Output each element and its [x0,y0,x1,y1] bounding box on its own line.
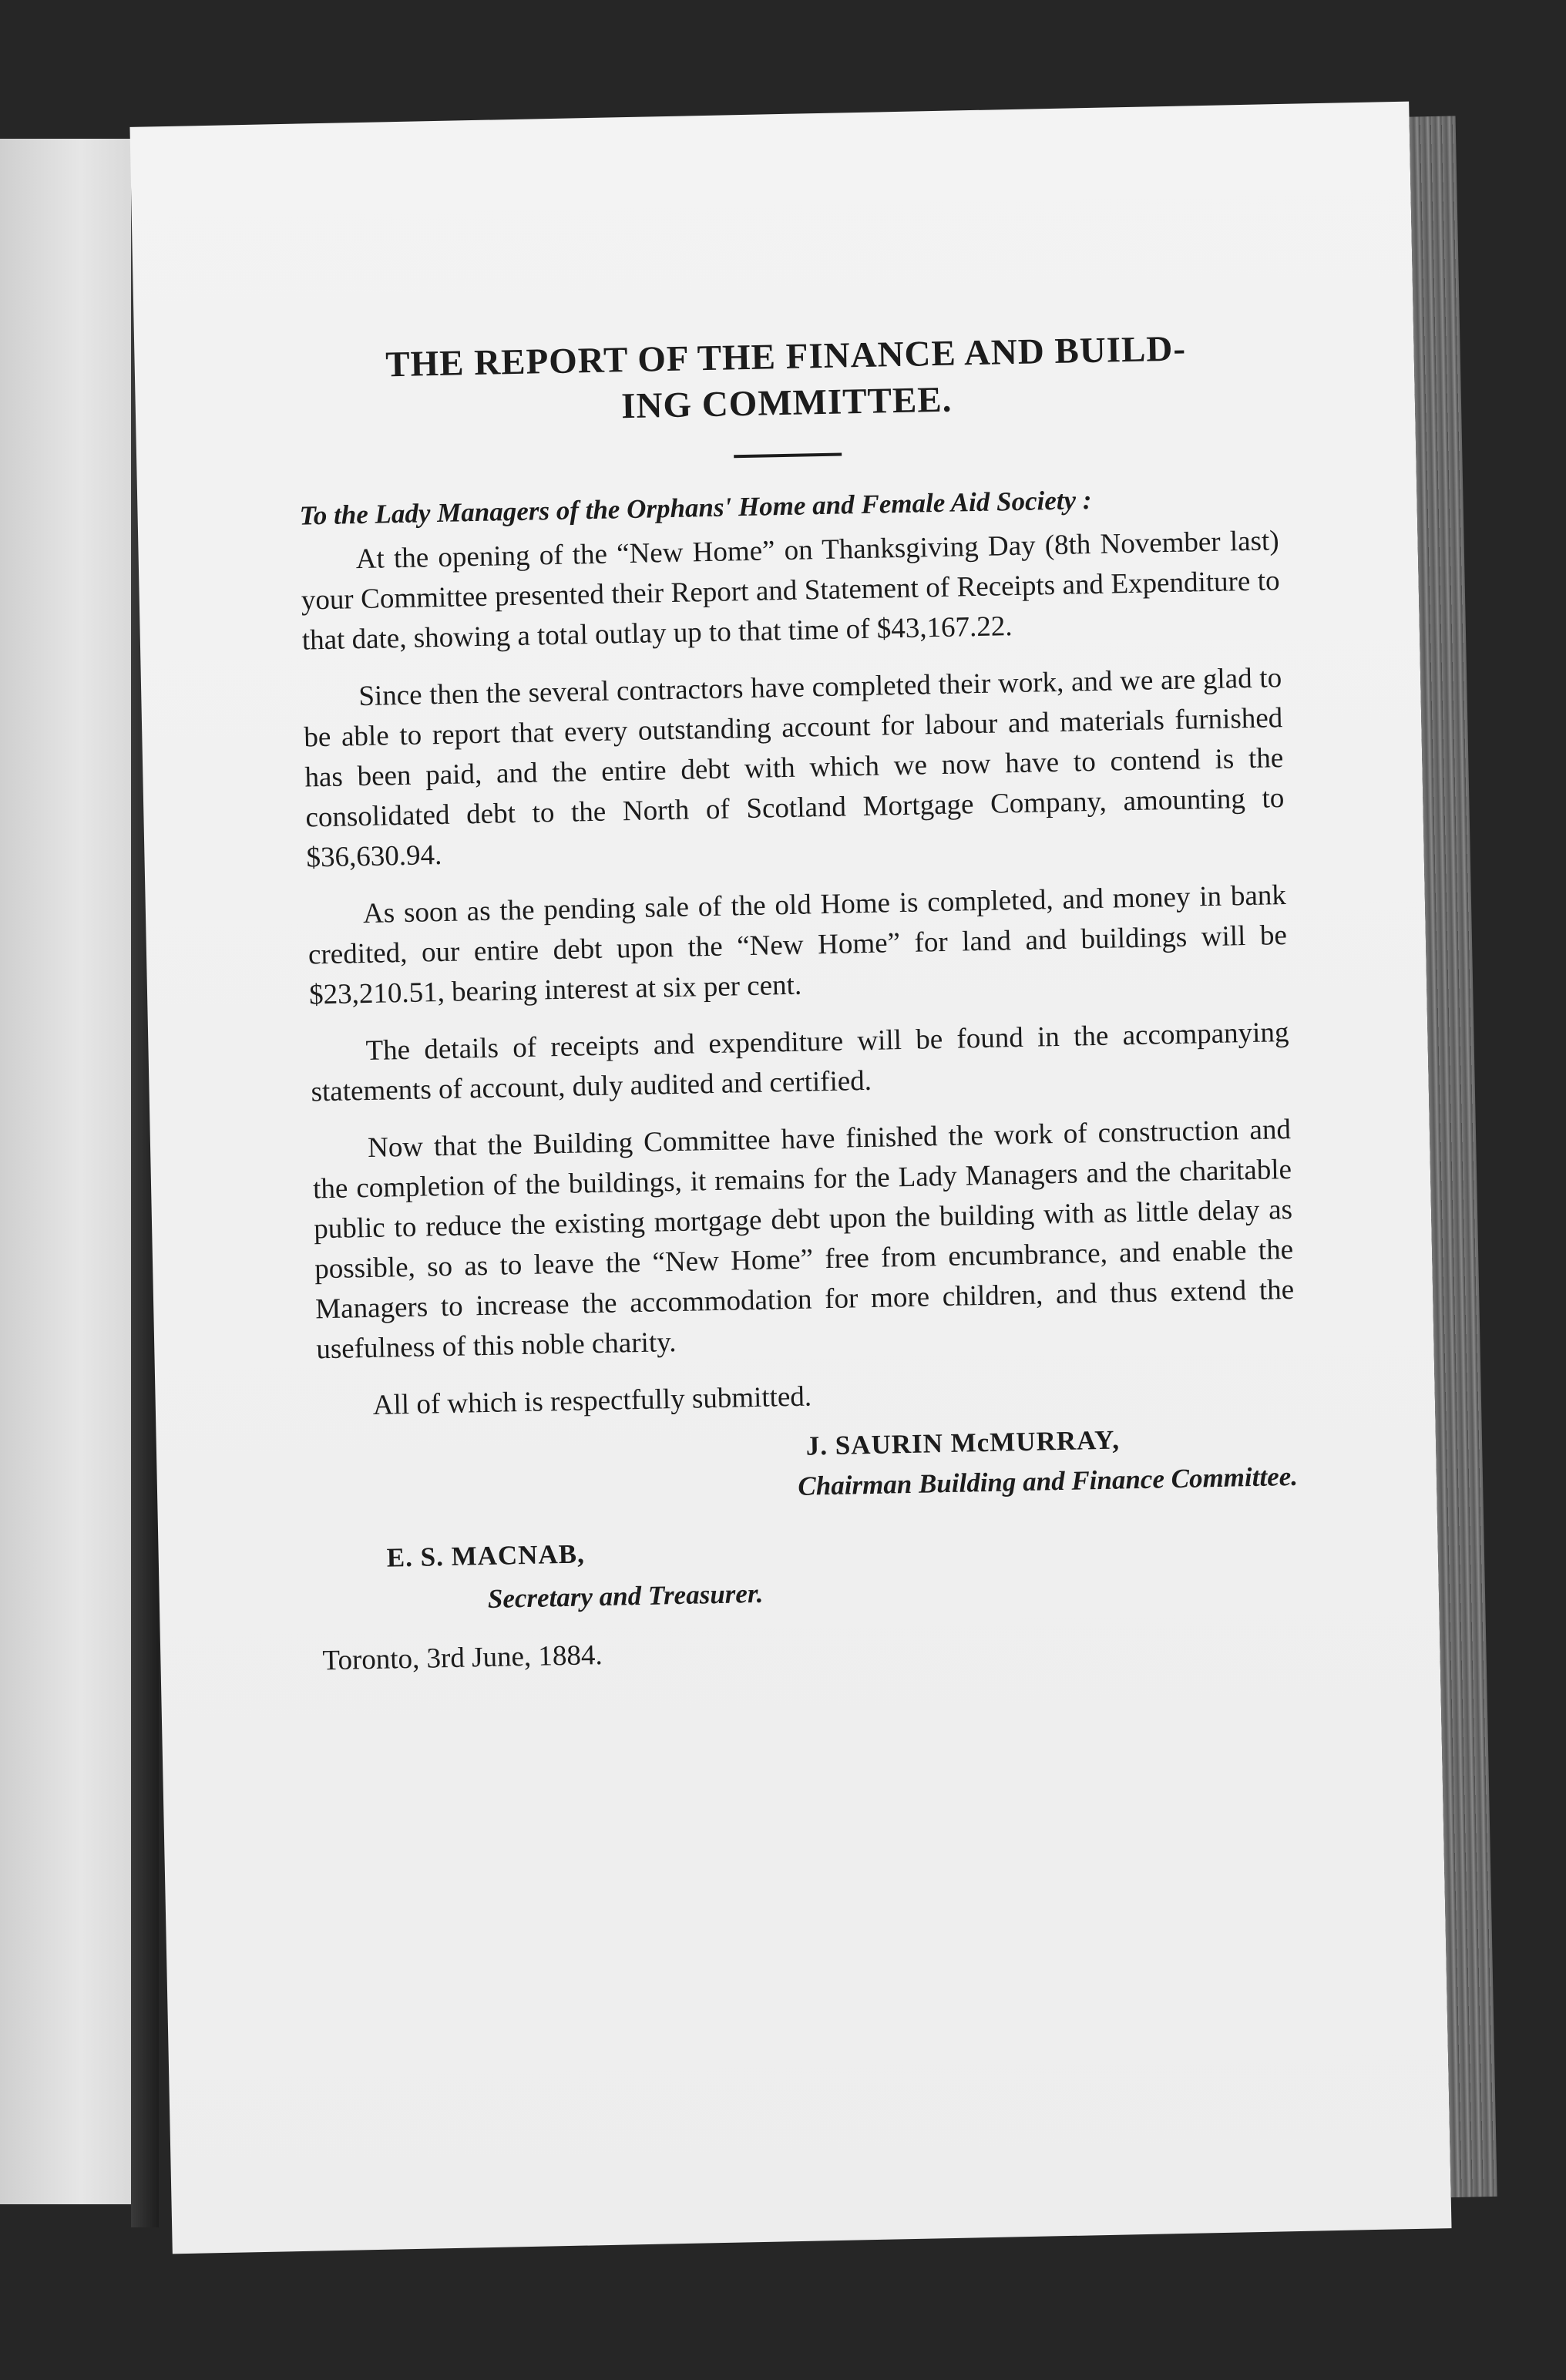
chairman-name: J. SAURIN McMURRAY, [805,1424,1121,1461]
secretary-name: E. S. MACNAB, [386,1538,586,1573]
chairman-title: Chairman Building and Finance Committee. [798,1461,1299,1501]
title-divider [734,452,842,458]
signature-chairman [318,1417,1299,1516]
paragraph-details: The details of receipts and expenditure will be found in the accompanying statements of account, duly audited and certified. [311,1016,1289,1108]
closing-line: All of which is respectfully submitted. [372,1380,812,1421]
paragraph-conclusion: Now that the Building Committee have finished the work of construction and the completion of the buildings, it remains for the Lady Managers and the charitable public to reduce the existing mortgage debt upon the building with as little delay as possible, so as to leave the “New Home” free from encumbrance, and enable the Managers to increase the accommodation for more children, and thus extend the usefulness of this noble charity. [312,1113,1295,1366]
report-title-line-2: ING COMMITTEE. [620,379,953,427]
signature-secretary [386,1518,1300,1623]
book-page [129,102,1451,2254]
paragraph-contractors: Since then the several contractors have completed their work, and we are glad to be able to report that every outstanding account for labour and materials furnished has been paid, and the entire debt with which we now have to contend is the consolidated debt to the North of Scotland Mortgage Company, amounting to $36,630.94. [304,662,1285,874]
report-content [296,324,1302,1681]
date-line: Toronto, 3rd June, 1884. [322,1639,603,1677]
page-edges [1410,116,1497,2197]
report-title [296,324,1276,435]
secretary-title: Secretary and Treasurer. [487,1578,764,1614]
left-facing-page [0,139,135,2204]
salutation: To the Lady Managers of the Orphans' Home and Female Aid Society : [299,484,1092,531]
paragraph-opening: At the opening of the “New Home” on Thanksgiving Day (8th November last) your Committee presented their Report and Statement of Receipts and Expenditure to that date, showing a total outlay up to that time of $43,167.22. [301,525,1280,657]
paragraph-pending-sale: As soon as the pending sale of the old Home is completed, and money in bank credited, our entire debt upon the “New Home” for land and buildings will be $23,210.51, bearing interest at six per cent. [307,879,1288,1011]
report-title-line-1: THE REPORT OF THE FINANCE AND BUILD- [385,328,1187,385]
